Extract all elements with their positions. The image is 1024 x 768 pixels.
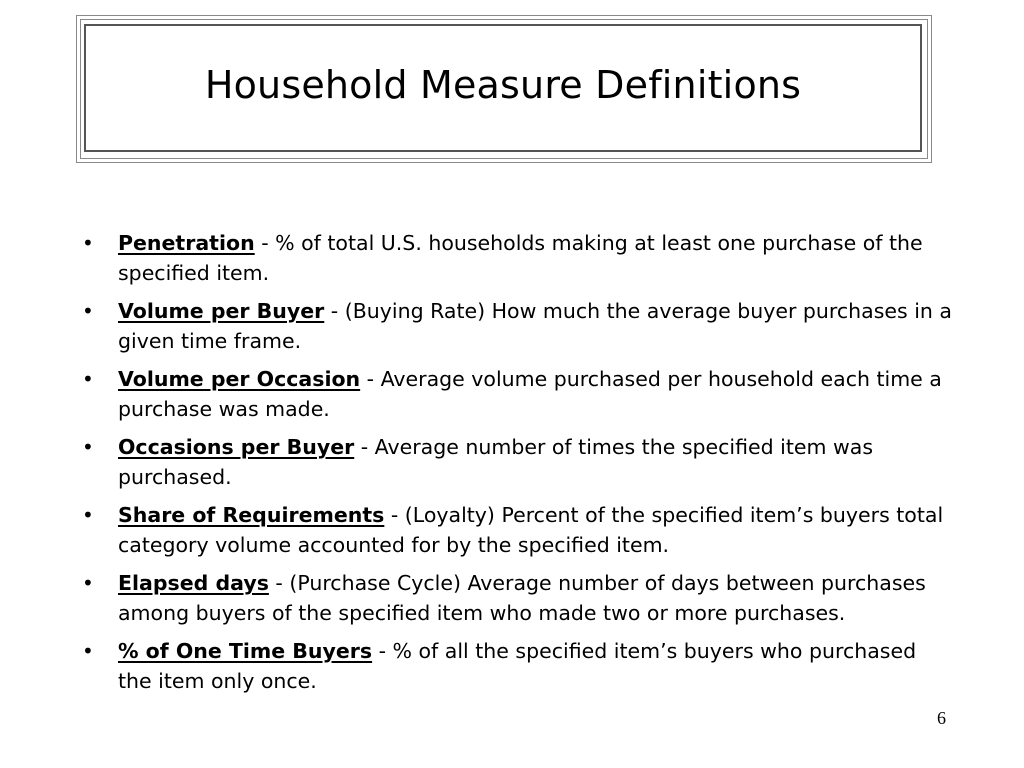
term-label: Elapsed days xyxy=(118,571,269,595)
title-box xyxy=(84,24,922,152)
list-item xyxy=(72,296,952,356)
definition-text: - (Buying Rate) How much the average buyer purchases in a given time frame. xyxy=(118,299,952,353)
definition-list xyxy=(72,228,952,704)
frame-line xyxy=(76,162,932,163)
term-label: Share of Requirements xyxy=(118,503,385,527)
frame-line xyxy=(80,19,81,159)
list-item xyxy=(72,228,952,288)
frame-line xyxy=(931,15,932,163)
list-item xyxy=(72,364,952,424)
bullet-icon: • xyxy=(82,231,94,255)
term-label: Volume per Occasion xyxy=(118,367,361,391)
bullet-icon: • xyxy=(82,571,94,595)
definition-text: - Average volume purchased per household each time a purchase was made. xyxy=(118,367,942,421)
definition-text: - (Purchase Cycle) Average number of days between purchases among buyers of the specified item who made two or more purchases. xyxy=(118,571,926,625)
term-label: Penetration xyxy=(118,231,255,255)
page-number: 6 xyxy=(937,708,946,728)
list-item xyxy=(72,568,952,628)
definition-text: - % of total U.S. households making at least one purchase of the specified item. xyxy=(118,231,923,285)
definition-text: - (Loyalty) Percent of the specified item’s buyers total category volume accounted for by the specified item. xyxy=(118,503,944,557)
term-label: % of One Time Buyers xyxy=(118,639,373,663)
slide-title: Household Measure Definitions xyxy=(204,63,802,107)
bullet-icon: • xyxy=(82,503,94,527)
list-item xyxy=(72,432,952,492)
frame-line xyxy=(80,158,928,159)
definition-text: - Average number of times the specified item was purchased. xyxy=(118,435,874,489)
frame-line xyxy=(927,19,928,159)
bullet-icon: • xyxy=(82,639,94,663)
list-item xyxy=(72,636,952,696)
bullet-icon: • xyxy=(82,435,94,459)
bullet-icon: • xyxy=(82,367,94,391)
definition-text: - % of all the specified item’s buyers who purchased the item only once. xyxy=(118,639,917,693)
term-label: Volume per Buyer xyxy=(118,299,325,323)
bullet-icon: • xyxy=(82,299,94,323)
list-item xyxy=(72,500,952,560)
frame-line xyxy=(80,19,928,20)
frame-line xyxy=(76,15,77,163)
frame-line xyxy=(76,15,932,16)
term-label: Occasions per Buyer xyxy=(118,435,355,459)
